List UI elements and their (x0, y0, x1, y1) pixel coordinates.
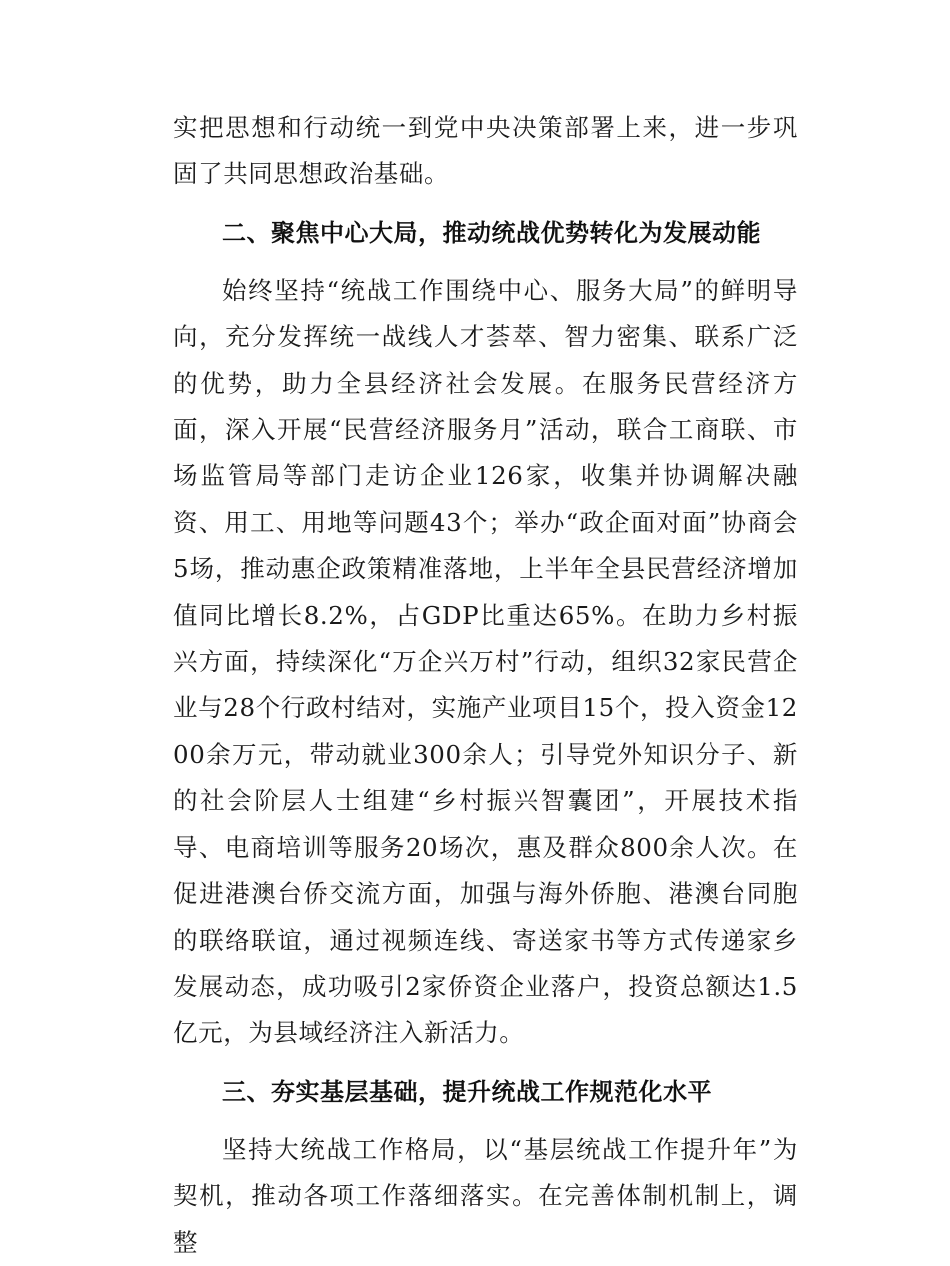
paragraph-continuation: 实把思想和行动统一到党中央决策部署上来，进一步巩固了共同思想政治基础。 (173, 113, 798, 189)
paragraph-section-3: 坚持大统战工作格局，以“基层统战工作提升年”为契机，推动各项工作落细落实。在完善体制机制上，调整 (173, 1134, 798, 1257)
paragraph-section-2: 始终坚持“统战工作围绕中心、服务大局”的鲜明导向，充分发挥统一战线人才荟萃、智力密集、联系广泛的优势，助力全县经济社会发展。在服务民营经济方面，深入开展“民营经济服务月”活动，联合工商联、市场监管局等部门走访企业126家，收集并协调解决融资、用工、用地等问题43个；举办“政企面对面”协商会5场，推动惠企政策精准落地，上半年全县民营经济增加值同比增长8.2%，占GDP比重达65%。在助力乡村振兴方面，持续深化“万企兴万村”行动，组织32家民营企业与28个行政村结对，实施产业项目15个，投入资金1200余万元，带动就业300余人；引导党外知识分子、新的社会阶层人士组建“乡村振兴智囊团”，开展技术指导、电商培训等服务20场次，惠及群众800余人次。在促进港澳台侨交流方面，加强与海外侨胞、港澳台同胞的联络联谊，通过视频连线、寄送家书等方式传递家乡发展动态，成功吸引2家侨资企业落户，投资总额达1.5亿元，为县域经济注入新活力。 (173, 275, 798, 1048)
section-heading-3: 三、夯实基层基础，提升统战工作规范化水平 (222, 1077, 712, 1106)
section-heading-2: 二、聚焦中心大局，推动统战优势转化为发展动能 (222, 218, 761, 247)
document-body (173, 105, 798, 1266)
